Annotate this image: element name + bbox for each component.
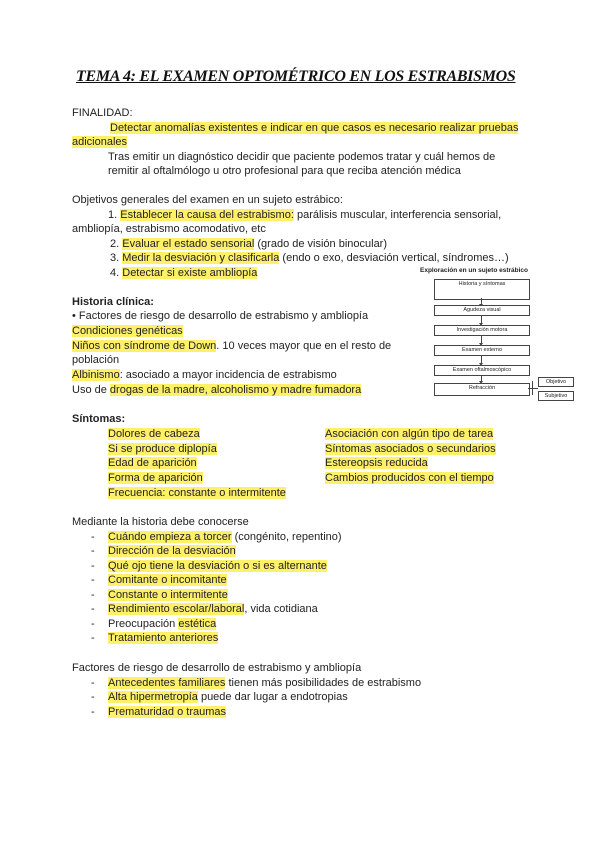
diagram-arrow-5 <box>481 375 482 381</box>
sintoma-right-2: Síntomas asociados o secundarios <box>325 443 496 455</box>
diagram-arrow-1 <box>481 298 482 304</box>
mediante-dash-6: - <box>91 603 95 615</box>
sintoma-right-3: Estereopsis reducida <box>325 457 428 469</box>
mediante-dash-8: - <box>91 632 95 644</box>
historia-albinismo: Albinismo: asociado a mayor incidencia de estrabismo <box>72 369 337 381</box>
finalidad-label: FINALIDAD: <box>72 107 133 119</box>
diagram-connector <box>528 388 538 389</box>
diagram-box-motora: Investigación motora <box>434 325 530 336</box>
mediante-item-5: Constante o intermitente <box>108 589 228 601</box>
mediante-item-2: Dirección de la desviación <box>108 545 236 557</box>
page-title: TEMA 4: EL EXAMEN OPTOMÉTRICO EN LOS ESTRABISMOS <box>76 68 516 85</box>
diagram-arrow-2 <box>481 315 482 323</box>
historia-down-cont: población <box>72 354 120 366</box>
sintoma-right-4: Cambios producidos con el tiempo <box>325 472 494 484</box>
objetivos-heading: Objetivos generales del examen en un sujeto estrábico: <box>72 194 343 206</box>
finalidad-line-3: Tras emitir un diagnóstico decidir que paciente podemos tratar y cuál hemos de <box>108 151 496 163</box>
diagram-connector-vertical <box>532 381 533 395</box>
mediante-dash-2: - <box>91 545 95 557</box>
mediante-dash-1: - <box>91 531 95 543</box>
sintoma-right-1: Asociación con algún tipo de tarea <box>325 428 494 440</box>
sintoma-left-1: Dolores de cabeza <box>108 428 200 440</box>
mediante-dash-7: - <box>91 618 95 630</box>
finalidad-line-1: Detectar anomalías existentes e indicar en que casos es necesario realizar pruebas <box>110 122 519 134</box>
diagram-box-subjetivo: Subjetivo <box>538 391 574 401</box>
mediante-item-8: Tratamiento anteriores <box>108 632 219 644</box>
sintomas-heading: Síntomas: <box>72 413 126 425</box>
mediante-dash-4: - <box>91 574 95 586</box>
factores-item-1: Antecedentes familiares tienen más posibilidades de estrabismo <box>108 677 422 689</box>
historia-drogas: Uso de drogas de la madre, alcoholismo y madre fumadora <box>72 384 362 396</box>
objetivo-item-4: 4. Detectar si existe ambliopía <box>110 267 258 279</box>
factores-item-3: Prematuridad o traumas <box>108 706 226 718</box>
objetivo-item-2: 2. Evaluar el estado sensorial (grado de visión binocular) <box>110 238 388 250</box>
factores-heading: Factores de riesgo de desarrollo de estrabismo y ambliopía <box>72 662 362 674</box>
objetivo-item-3: 3. Medir la desviación y clasificarla (endo o exo, desviación vertical, síndromes…) <box>110 252 509 264</box>
mediante-dash-5: - <box>91 589 95 601</box>
diagram-box-externo: Examen externo <box>434 345 530 356</box>
factores-dash-3: - <box>91 706 95 718</box>
diagram-arrow-4 <box>481 355 482 363</box>
historia-condiciones: Condiciones genéticas <box>72 325 183 337</box>
factores-dash-2: - <box>91 691 95 703</box>
sintoma-left-3: Edad de aparición <box>108 457 197 469</box>
diagram-title: Exploración en un sujeto estrábico <box>420 267 528 274</box>
historia-bullet: • Factores de riesgo de desarrollo de estrabismo y ambliopía <box>72 310 369 322</box>
historia-heading: Historia clínica: <box>72 296 154 308</box>
historia-down: Niños con síndrome de Down. 10 veces mayor que en el resto de <box>72 340 392 352</box>
diagram-arrow-3 <box>481 335 482 343</box>
mediante-item-3: Qué ojo tiene la desviación o si es alternante <box>108 560 327 572</box>
diagram-box-oftalmoscopico: Examen oftalmoscópico <box>434 365 530 376</box>
mediante-dash-3: - <box>91 560 95 572</box>
mediante-heading: Mediante la historia debe conocerse <box>72 516 249 528</box>
diagram-box-refraccion: Refracción <box>434 383 530 396</box>
sintoma-left-2: Si se produce diplopía <box>108 443 217 455</box>
diagram-box-objetivo: Objetivo <box>538 377 574 387</box>
sintoma-left-4: Forma de aparición <box>108 472 203 484</box>
sintoma-left-5: Frecuencia: constante o intermitente <box>108 487 286 499</box>
objetivo-item-1: 1. Establecer la causa del estrabismo: parálisis muscular, interferencia sensorial, <box>108 209 502 221</box>
exploration-diagram <box>420 267 580 407</box>
mediante-item-1: Cuándo empieza a torcer (congénito, repentino) <box>108 531 342 543</box>
objetivo-item-1-cont: ambliopía, estrabismo acomodativo, etc <box>72 223 266 235</box>
factores-dash-1: - <box>91 677 95 689</box>
mediante-item-7: Preocupación estética <box>108 618 217 630</box>
mediante-item-6: Rendimiento escolar/laboral, vida cotidiana <box>108 603 318 615</box>
finalidad-line-4: remitir al oftalmólogo u otro profesional para que reciba atención médica <box>108 165 461 177</box>
finalidad-line-2: adicionales <box>72 136 128 148</box>
diagram-box-historia-label: Historia y síntomas <box>458 281 506 287</box>
diagram-box-historia <box>434 279 530 300</box>
diagram-box-agudeza: Agudeza visual <box>434 305 530 316</box>
factores-item-2: Alta hipermetropía puede dar lugar a endotropias <box>108 691 348 703</box>
mediante-item-4: Comitante o incomitante <box>108 574 227 586</box>
